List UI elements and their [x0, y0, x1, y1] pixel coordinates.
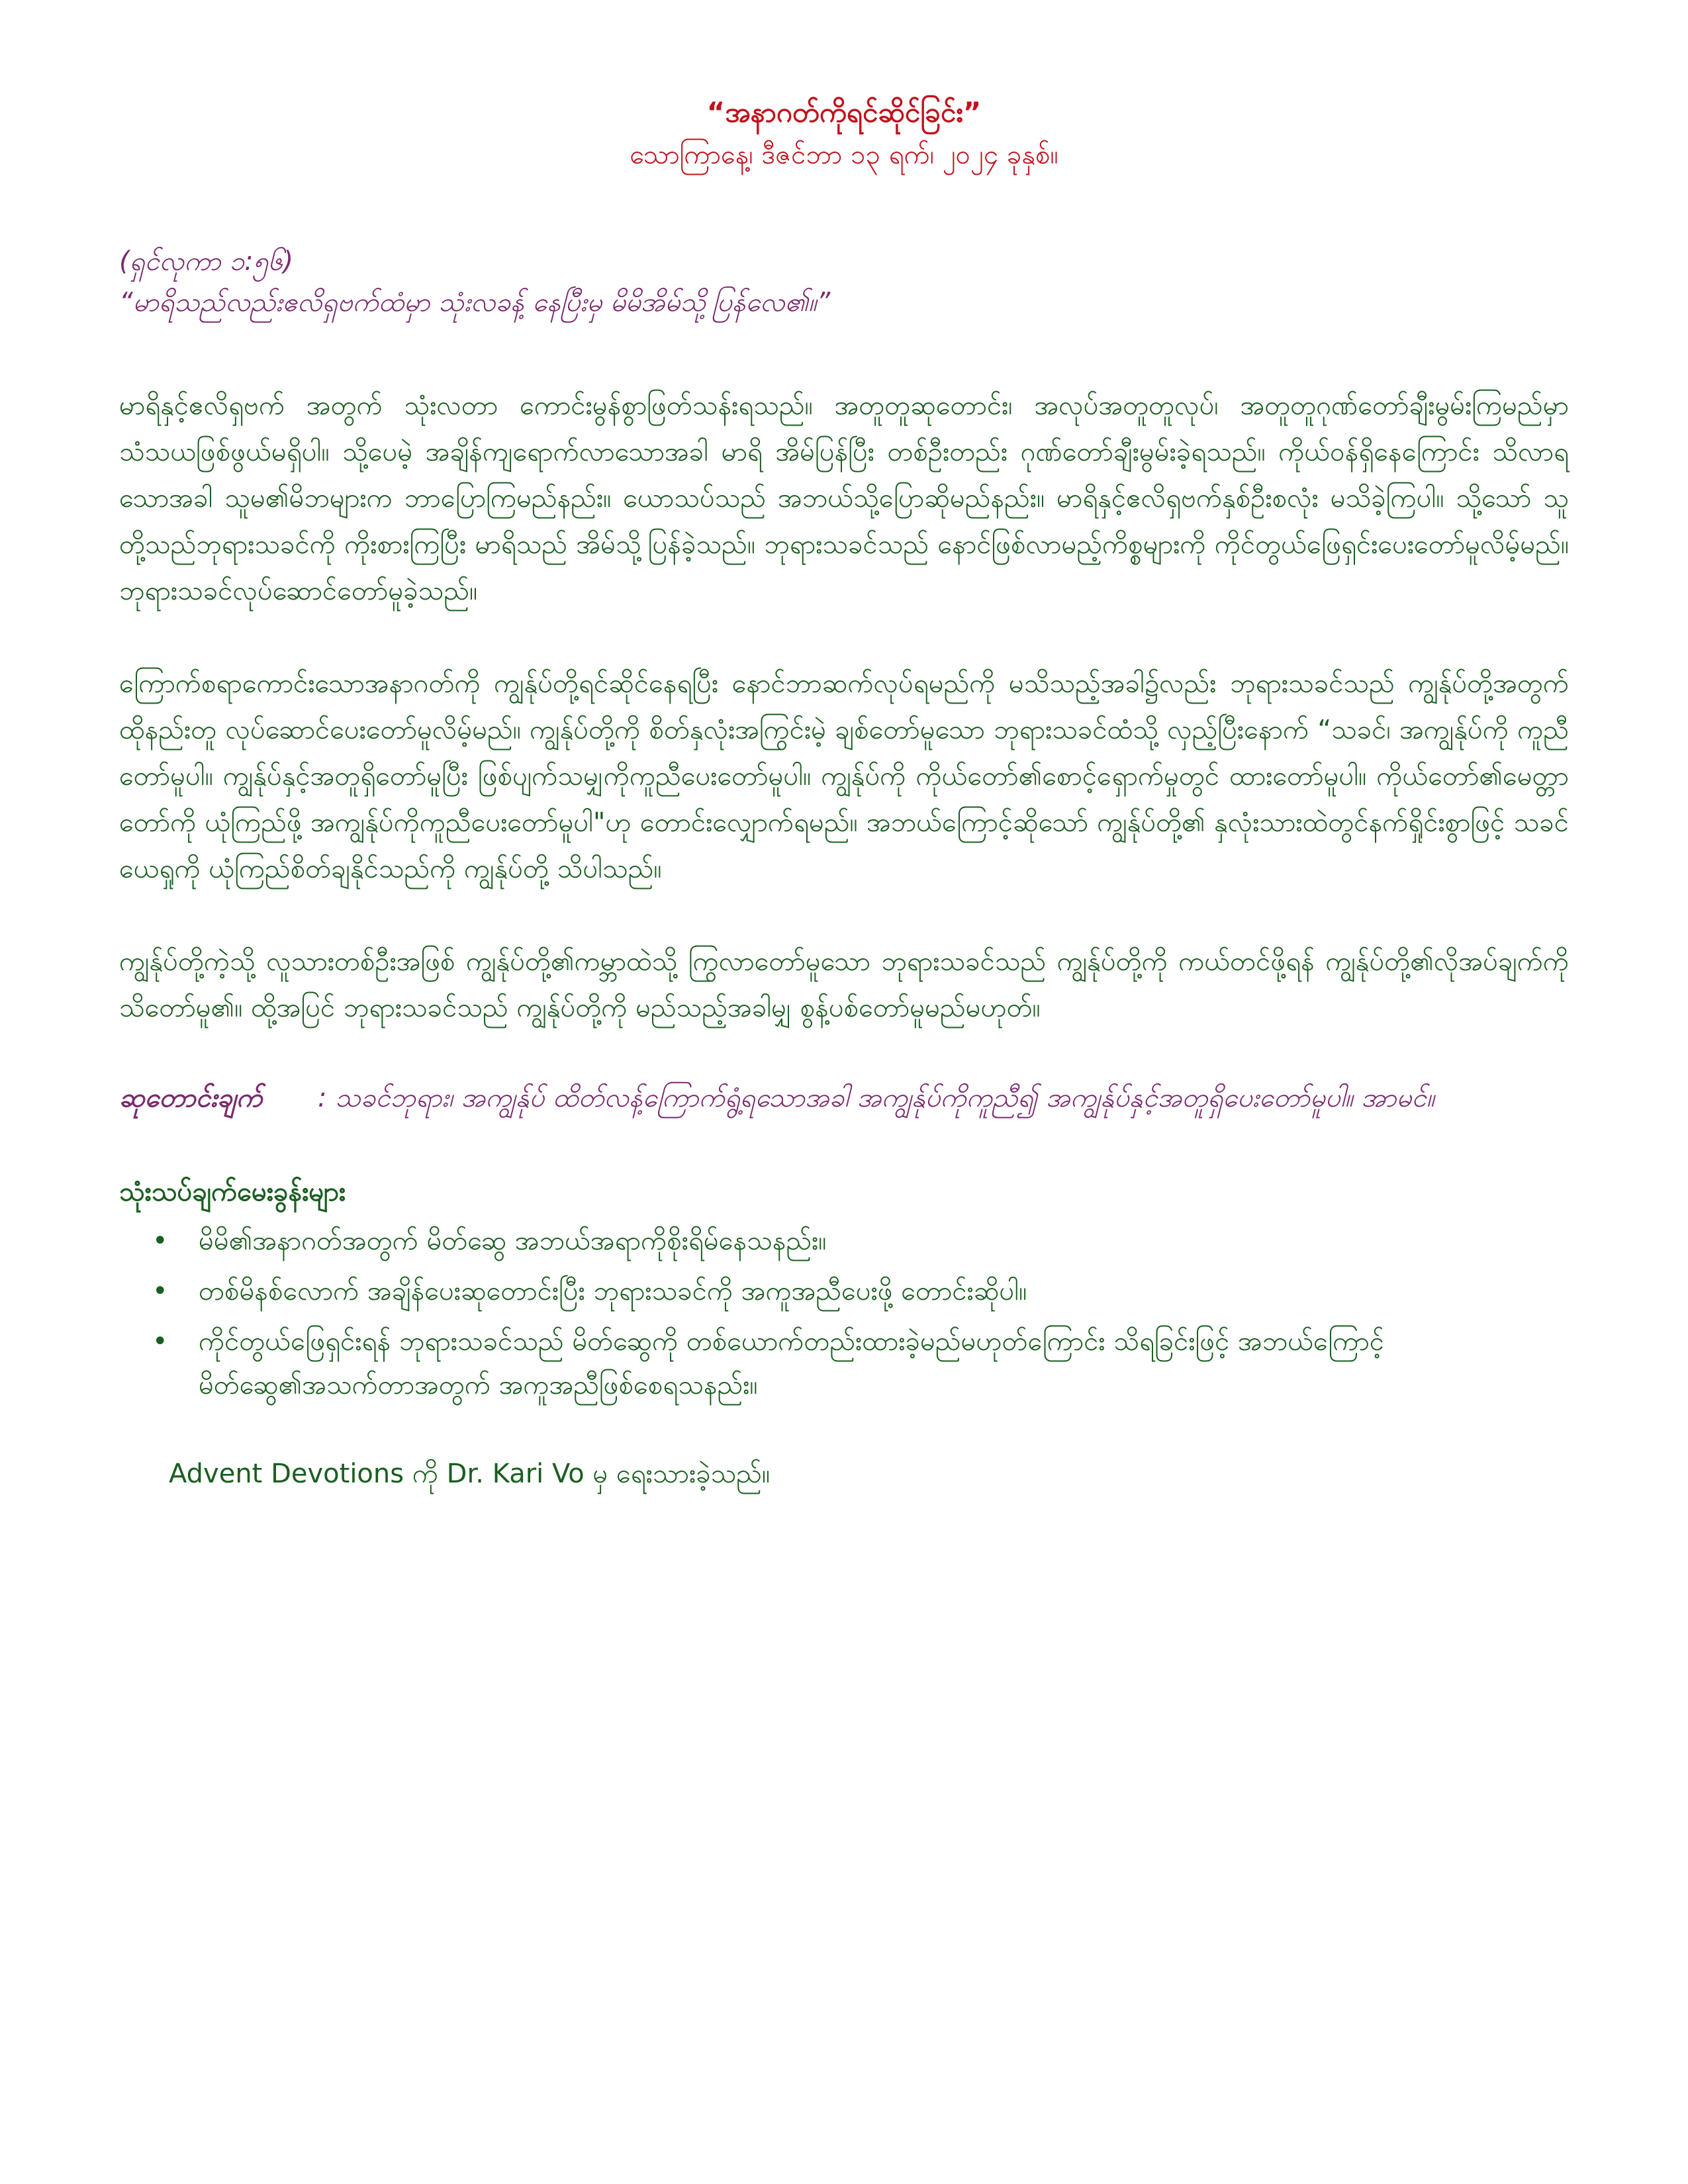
question-text: မိမိ၏အနာဂတ်အတွက် မိတ်ဆွေ အဘယ်အရာကိုစိုးရိမ်နေသနည်း။ — [199, 1226, 827, 1256]
question-text: တစ်မိနစ်လောက် အချိန်ပေးဆုတောင်းပြီး ဘုရားသခင်ကို အကူအညီပေးဖို့ တောင်းဆိုပါ။ — [199, 1276, 1027, 1306]
questions-heading: သုံးသပ်ချက်မေးခွန်းများ — [119, 1177, 346, 1207]
questions-list — [119, 1219, 1569, 1407]
prayer — [119, 1077, 1569, 1118]
bullet-icon: • — [152, 1276, 168, 1306]
bullet-icon: • — [152, 1326, 168, 1357]
scripture-reference: (ရှင်လုကာ ၁:၅၆) — [119, 246, 294, 277]
body-paragraph-1: မာရိနှင့်ဧလိရှဗက် အတွက် သုံးလတာ ကောင်းမွန်စွာဖြတ်သန်းရသည်။ အတူတူဆုတောင်း၊ အလုပ်အတူတူလုပ်၊ အတူတူဂုဏ်တော်ချီးမွမ်းကြမည်မှာ သံသယဖြစ်ဖွယ်မရှိပါ။ သို့ပေမဲ့ အချိန်ကျရောက်လာသောအခါ မာရိ အိမ်ပြန်ပြီး တစ်ဦးတည်း ဂုဏ်တော်ချီးမွမ်းခဲ့ရသည်။ ကိုယ်ဝန်ရှိနေကြောင်း သိလာရသောအခါ သူမ၏မိဘများက ဘာပြောကြမည်နည်း။ ယောသပ်သည် အဘယ်သို့ပြောဆိုမည်နည်း။ မာရိနှင့်ဧလိရှဗက်နှစ်ဦးစလုံး မသိခဲ့ကြပါ။ သို့သော် သူတို့သည်ဘုရားသခင်ကို ကိုးစားကြပြီး မာရိသည် အိမ်သို့ပြန်ခဲ့သည်။ ဘုရားသခင်သည် နောင်ဖြစ်လာမည့်ကိစ္စများကို ကိုင်တွယ်ဖြေရှင်းပေးတော်မူလိမ့်မည်။ ဘုရားသခင်လုပ်ဆောင်တော်မူခဲ့သည်။ — [119, 390, 1569, 606]
page-title: “အနာဂတ်ကိုရင်ဆိုင်ခြင်း” — [706, 96, 982, 128]
devotion-page — [119, 93, 1569, 1494]
author-credit: Advent Devotions ကို Dr. Kari Vo မှ ရေးသားခဲ့သည်။ — [169, 1459, 771, 1489]
list-item — [152, 1219, 1569, 1263]
body-paragraph-2: ကြောက်စရာကောင်းသောအနာဂတ်ကို ကျွန်ုပ်တို့ရင်ဆိုင်နေရပြီး နောင်ဘာဆက်လုပ်ရမည်ကို မသိသည့်အခါ၌လည်း ဘုရားသခင်သည် ကျွန်ုပ်တို့အတွက် ထိုနည်းတူ လုပ်ဆောင်ပေးတော်မူလိမ့်မည်။ ကျွန်ုပ်တို့ကို စိတ်နှလုံးအကြွင်းမဲ့ ချစ်တော်မူသော ဘုရားသခင်ထံသို့ လှည့်ပြီးနောက် “သခင်၊ အကျွန်ုပ်ကို ကူညီတော်မူပါ။ ကျွန်ုပ်နှင့်အတူရှိတော်မူပြီး ဖြစ်ပျက်သမျှကိုကူညီပေးတော်မူပါ။ ကျွန်ုပ်ကို ကိုယ်တော်၏စောင့်ရှောက်မှုတွင် ထားတော်မူပါ။ ကိုယ်တော်၏မေတ္တာတော်ကို ယုံကြည်ဖို့ အကျွန်ုပ်ကိုကူညီပေးတော်မူပါ"ဟု တောင်းလျှောက်ရမည်။ အဘယ်ကြောင့်ဆိုသော် ကျွန်ုပ်တို့၏ နှလုံးသားထဲတွင်နက်ရှိုင်းစွာဖြင့် သခင်ယေရှုကို ယုံကြည်စိတ်ချနိုင်သည်ကို ကျွန်ုပ်တို့ သိပါသည်။ — [119, 668, 1569, 884]
page-date: သောကြာနေ့၊ ဒီဇင်ဘာ ၁၃ ရက်၊ ၂၀၂၄ ခုနှစ်။ — [630, 140, 1058, 170]
question-text: ကိုင်တွယ်ဖြေရှင်းရန် ဘုရားသခင်သည် မိတ်ဆွေကို တစ်ယောက်တည်းထားခဲ့မည်မဟုတ်ကြောင်း သိရခြင်းဖြင့် အဘယ်ကြောင့် မိတ်ဆွေ၏အသက်တာအတွက် အကူအညီဖြစ်စေရသနည်း။ — [199, 1326, 1385, 1400]
bullet-icon: • — [152, 1226, 168, 1256]
list-item — [152, 1320, 1569, 1407]
scripture-verse: “မာရိသည်လည်းဧလိရှဗက်ထံမှာ သုံးလခန့် နေပြီးမှ မိမိအိမ်သို့ပြန်လေ၏။” — [119, 287, 831, 318]
prayer-text: : သခင်ဘုရား၊ အကျွန်ုပ် ထိတ်လန့်ကြောက်ရွံ့ရသောအခါ အကျွန်ုပ်ကိုကူညီ၍ အကျွန်ုပ်နှင့်အတူရှိပေးတော်မူပါ။ အာမင်။ — [318, 1083, 1434, 1113]
list-item — [152, 1269, 1569, 1313]
prayer-label: ဆုတောင်းချက် — [119, 1083, 263, 1113]
body-paragraph-3: ကျွန်ုပ်တို့ကဲ့သို့ လူသားတစ်ဦးအဖြစ် ကျွန်ုပ်တို့၏ကမ္ဘာထဲသို့ ကြွလာတော်မူသော ဘုရားသခင်သည် ကျွန်ုပ်တို့ကို ကယ်တင်ဖို့ရန် ကျွန်ုပ်တို့၏လိုအပ်ချက်ကို သိတော်မူ၏။ ထို့အပြင် ဘုရားသခင်သည် ကျွန်ုပ်တို့ကို မည်သည့်အခါမျှ စွန့်ပစ်တော်မူမည်မဟုတ်။ — [119, 946, 1569, 1023]
